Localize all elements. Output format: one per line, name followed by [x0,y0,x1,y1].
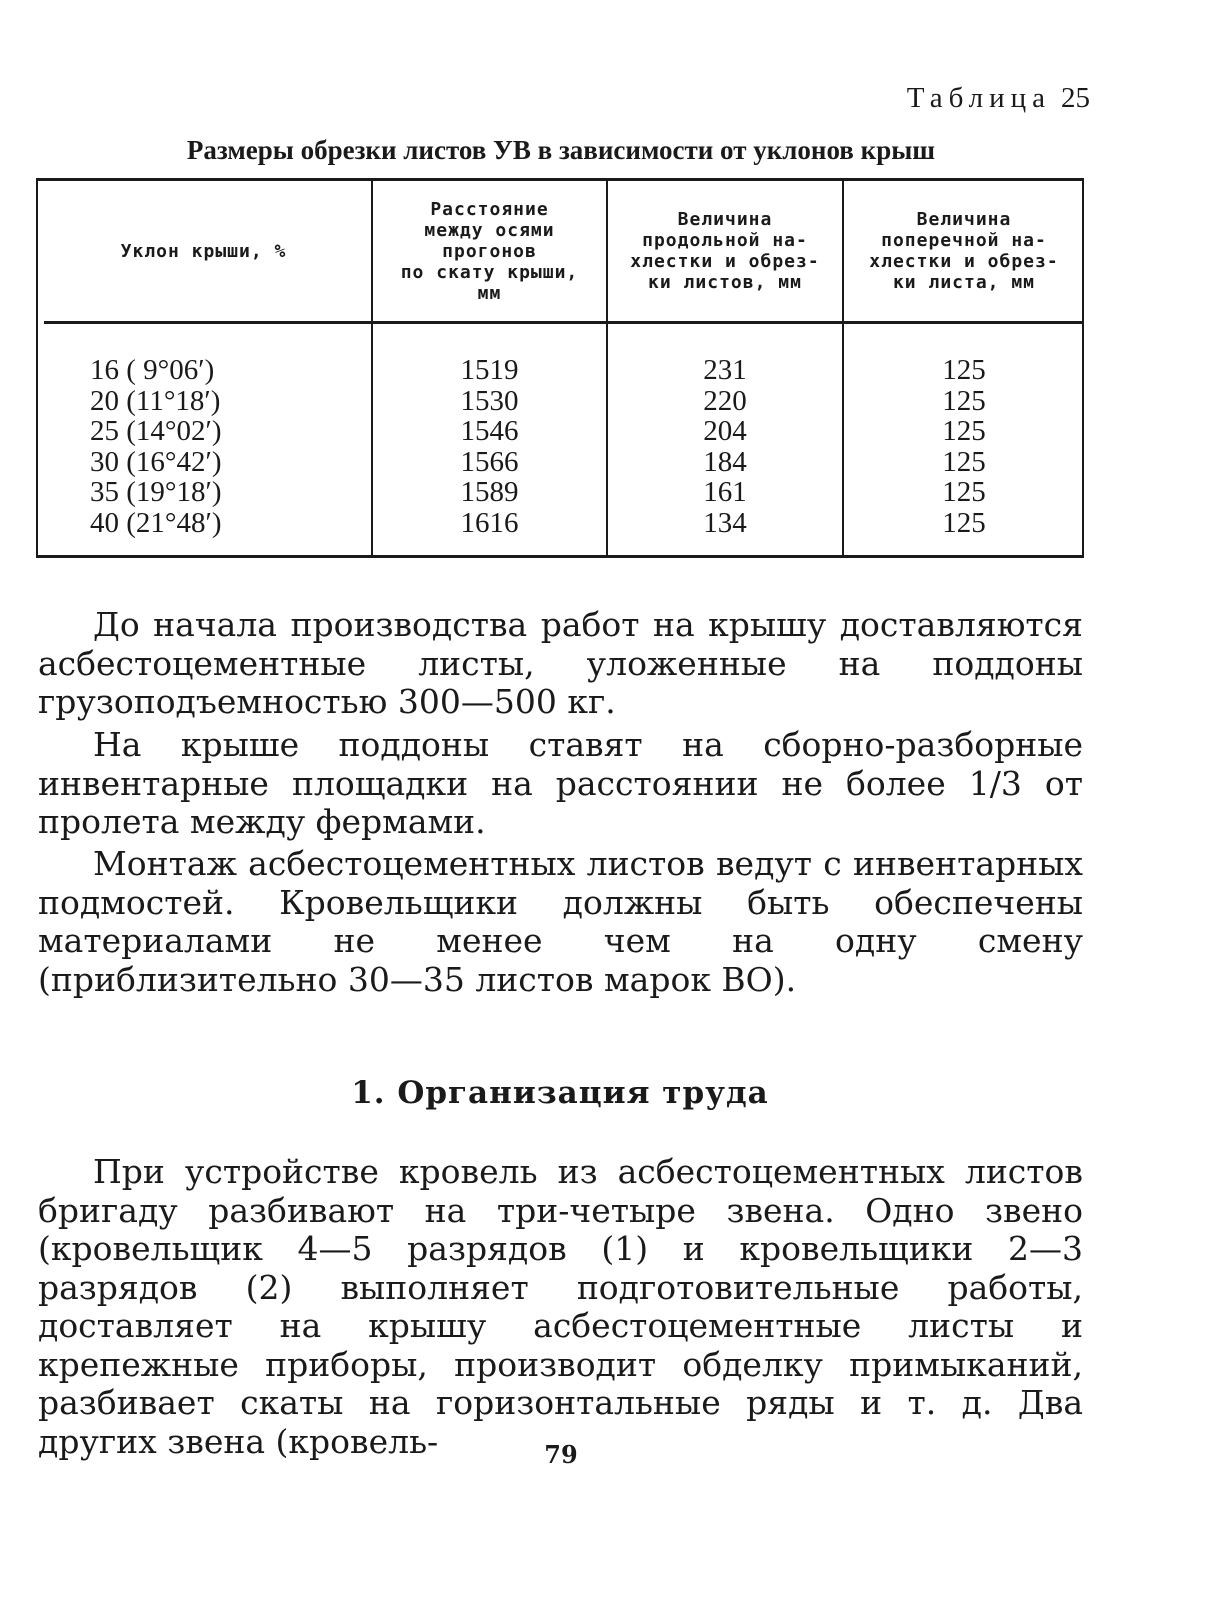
data-table [36,178,1084,558]
table-cell: 204 [703,415,747,447]
table-cell: 161 [703,476,747,508]
table-cell: 1546 [460,415,519,447]
table-cell: 220 [703,384,747,417]
table-cell: 1519 [460,354,519,386]
table-cell: 125 [942,506,986,539]
table-cell: 1530 [460,384,519,417]
header-longitudinal-overlap: Величина продольной на- хлестки и обрез- ки листов, мм [630,209,820,293]
table-cell: 25 (14°02′) [90,415,222,447]
table-cell: 125 [942,384,986,417]
table-cell: 1589 [460,476,519,508]
section-paragraph: При устройстве кровель из асбестоцементных листов бригаду разбивают на три-четыре звена. Одно звено (кровельщик 4—5 разрядов (1) и кровельщики 2—3 разрядов (2) выполняет подготовительные работы, доставляет на крышу асбестоцементные листы и крепежные приборы, производит обделку примыканий, разбивает скаты на горизонтальные ряды и т. д. Два других звена (кровель- [38,1152,1083,1461]
table-caption: Размеры обрезки листов УВ в зависимости от уклонов крыш [186,135,936,165]
table-cell: 125 [942,415,986,447]
table-cell: 125 [942,476,986,508]
page-number: 79 [544,1440,578,1469]
column-longitudinal-values [608,355,842,538]
table-cell: 16 ( 9°06′) [90,354,215,386]
table-cell: 1616 [460,506,519,539]
table-cell: 125 [942,445,986,478]
table-number: 25 [1061,82,1090,114]
paragraph: До начала производства работ на крышу доставляются асбестоцементные листы, уложенные на поддоны грузоподъемностью 300—500 кг. [38,605,1083,721]
section-heading: 1. Организация труда [351,1075,769,1111]
table-label [907,82,1090,115]
column-purlin-values [373,355,606,538]
table-cell: 40 (21°48′) [90,506,222,539]
table-cell: 30 (16°42′) [90,445,222,478]
table-cell: 35 (19°18′) [90,476,222,508]
table-cell: 231 [703,354,747,386]
header-purlin-distance: Расстояние между осями прогонов по скату крыши, мм [400,198,579,304]
table-cell: 184 [703,445,747,478]
table-cell: 134 [703,506,747,539]
paragraph: На крыше поддоны ставят на сборно-разборные инвентарные площадки на расстоянии не более 1/3 от пролета между фермами. [38,725,1083,841]
header-separator [44,321,1084,324]
header-transverse-overlap: Величина поперечной на- хлестки и обрез- ки листа, мм [869,209,1059,293]
header-slope: Уклон крыши, % [120,240,287,262]
column-slope-values [90,355,222,538]
table-cell: 1566 [460,445,519,478]
table-label-word: Таблица [906,82,1051,114]
column-transverse-values [844,355,1084,538]
table-cell: 20 (11°18′) [90,384,221,417]
paragraph: Монтаж асбестоцементных листов ведут с инвентарных подмостей. Кровельщики должны быть обеспечены материалами не менее чем на одну смену (приблизительно 30—35 листов марок ВО). [38,844,1083,999]
table-cell: 125 [942,354,986,386]
